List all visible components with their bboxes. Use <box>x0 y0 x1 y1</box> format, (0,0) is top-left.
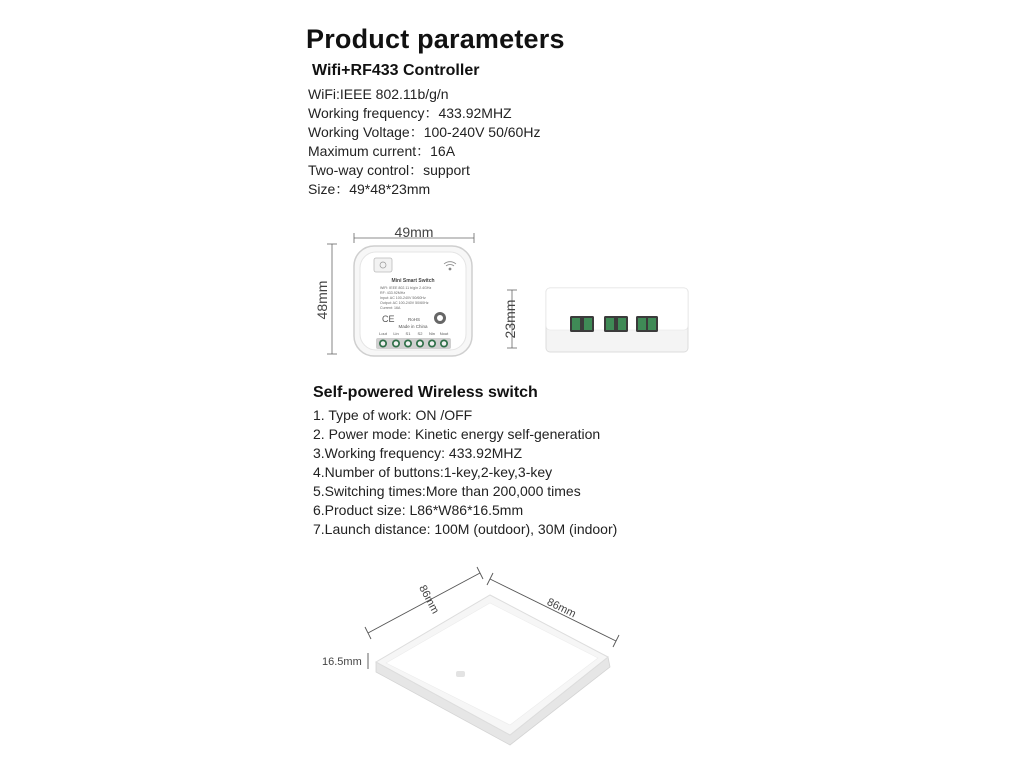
spec-type-of-work: 1. Type of work: ON /OFF <box>313 407 473 423</box>
spec-switching-times: 5.Switching times:More than 200,000 times <box>313 483 581 499</box>
spec-launch-distance: 7.Launch distance: 100M (outdoor), 30M (indoor) <box>313 521 618 537</box>
device-label-line: RF: 433.92MHz <box>380 291 406 295</box>
pair-button <box>374 258 392 272</box>
recycle-bin-icon <box>434 312 446 324</box>
spec-product-size: 6.Product size: L86*W86*16.5mm <box>313 502 524 518</box>
spec-frequency: 3.Working frequency: 433.92MHZ <box>313 445 523 461</box>
wireless-switch-diagram <box>320 565 630 755</box>
spec-frequency: Working frequency：433.92MHZ <box>308 105 512 121</box>
device-label-line: WiFi: IEEE 802.11 b/g/n 2.4GHz <box>380 286 432 290</box>
device-label-line: Output: AC 100-240V 50/60Hz <box>380 301 429 305</box>
terminal-label: Lout <box>379 331 387 336</box>
wireless-switch-heading: Self-powered Wireless switch <box>313 384 538 401</box>
spec-wifi: WiFi:IEEE 802.11b/g/n <box>308 86 449 102</box>
indicator-light <box>456 671 465 677</box>
dim-width-label: 86mm <box>416 583 442 616</box>
spec-power-mode: 2. Power mode: Kinetic energy self-generation <box>313 426 601 442</box>
controller-side-diagram <box>500 284 695 356</box>
terminal-label: Nout <box>439 331 449 336</box>
controller-heading: Wifi+RF433 Controller <box>312 62 480 79</box>
dim-width-label: 49mm <box>394 224 434 240</box>
device-name: Mini Smart Switch <box>391 278 435 284</box>
spec-size: Size：49*48*23mm <box>308 181 431 197</box>
device-label-line: Input: AC 100-240V 50/60Hz <box>380 296 426 300</box>
side-terminals <box>570 316 658 332</box>
wireless-switch-spec-list <box>313 406 617 539</box>
dim-depth-label: 23mm <box>502 299 518 339</box>
controller-spec-list <box>308 85 540 199</box>
dim-thickness-label: 16.5mm <box>322 656 362 668</box>
spec-voltage: Working Voltage：100-240V 50/60Hz <box>308 124 541 140</box>
terminal-label: Nin <box>428 331 436 336</box>
spec-current: Maximum current：16A <box>308 143 456 159</box>
controller-front-diagram <box>310 218 490 368</box>
dim-height-label: 48mm <box>314 280 330 320</box>
dim-length-label: 86mm <box>544 596 578 621</box>
terminal-label: Lin <box>393 331 399 336</box>
made-in-label: Made in China <box>398 324 428 329</box>
ce-mark: CE <box>382 314 395 324</box>
rohs-mark: RoHS <box>408 317 421 322</box>
terminal-label: S2 <box>417 331 423 336</box>
terminal-label: S1 <box>405 331 411 336</box>
page-title: Product parameters <box>306 24 565 54</box>
wireless-switch-body <box>376 595 610 745</box>
spec-two-way: Two-way control：support <box>308 162 470 178</box>
spec-buttons: 4.Number of buttons:1-key,2-key,3-key <box>313 464 553 480</box>
device-label-line: Current: 16A <box>380 306 401 310</box>
